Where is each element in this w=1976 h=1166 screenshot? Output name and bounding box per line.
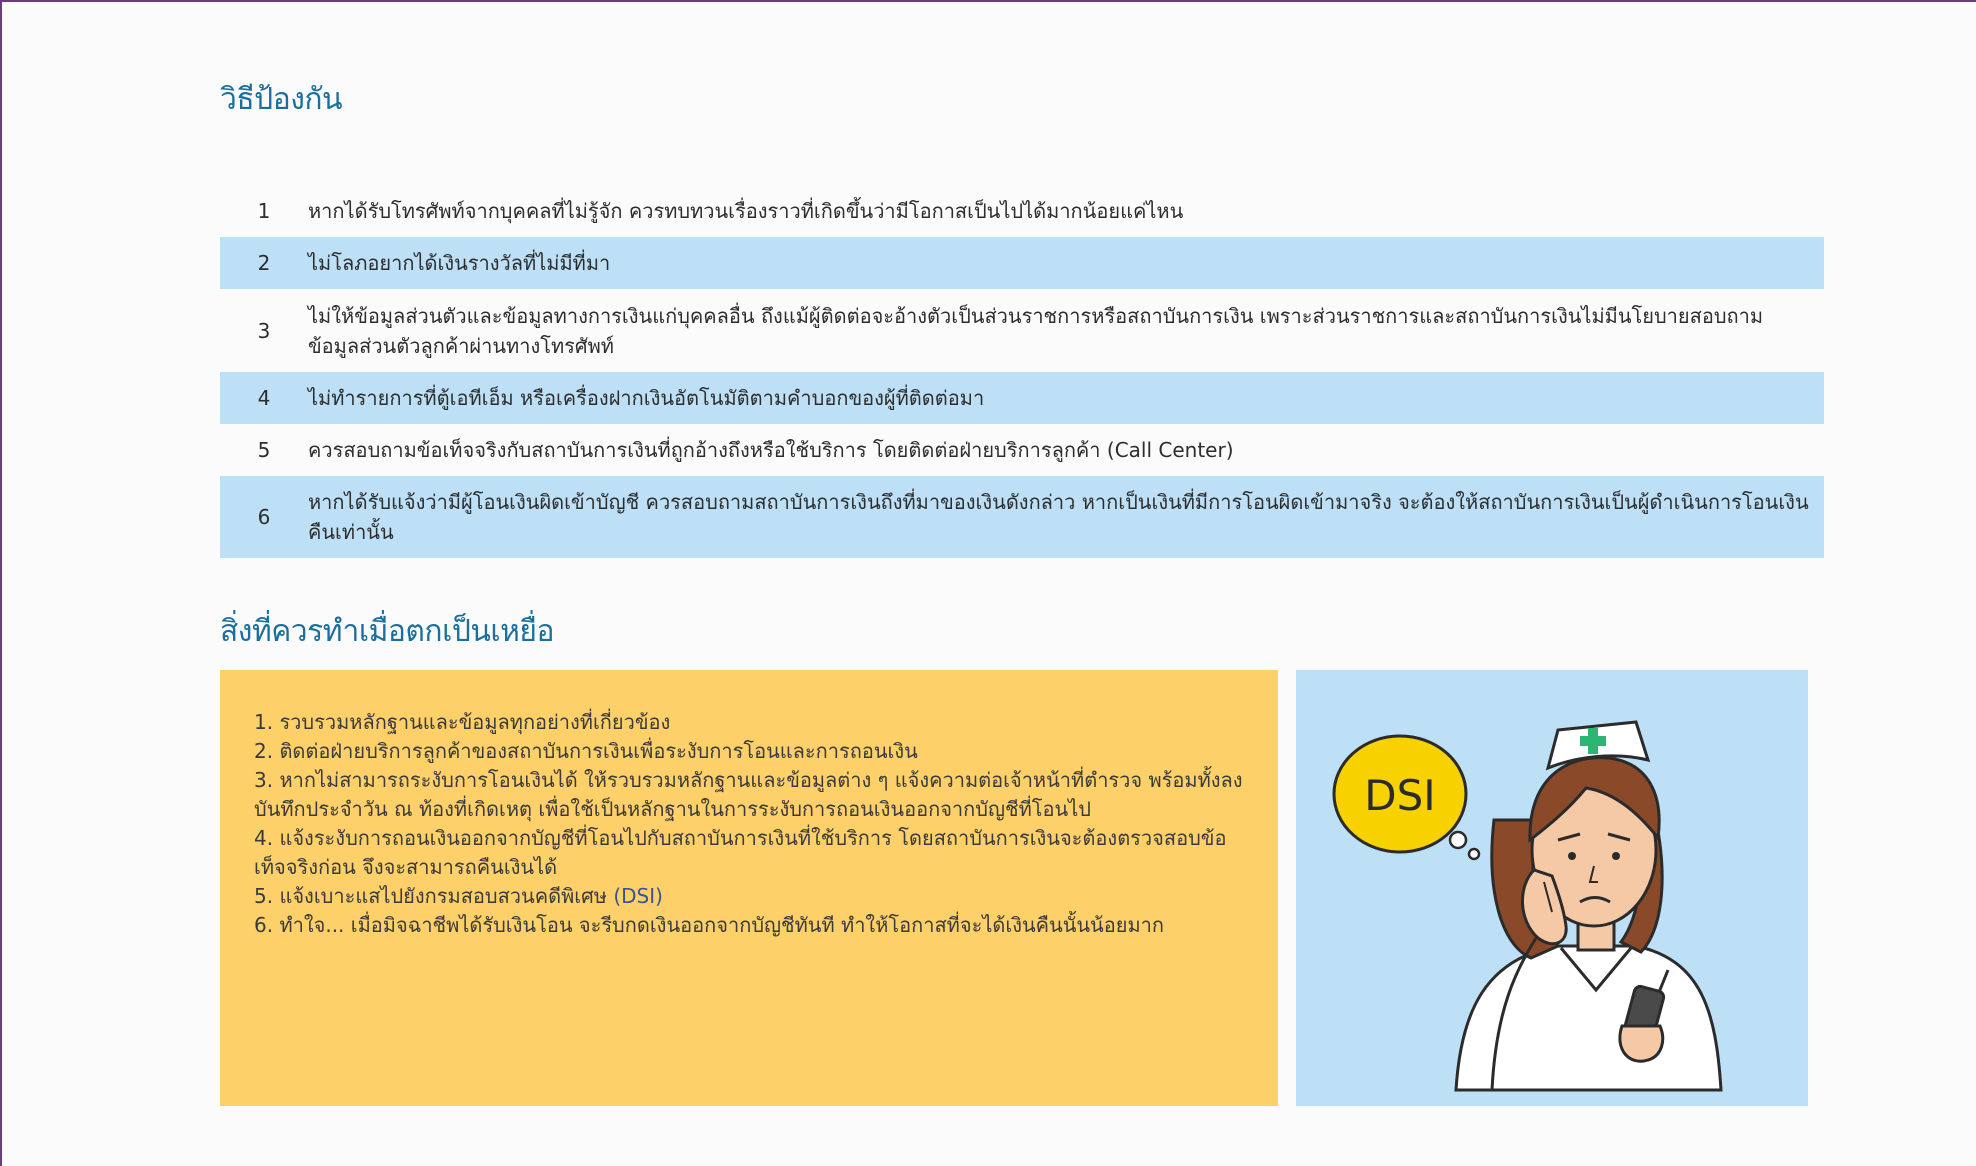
victim-step-text: 5. แจ้งเบาะแสไปยังกรมสอบสวนคดีพิเศษ	[254, 884, 607, 908]
victim-step: 4. แจ้งระงับการถอนเงินออกจากบัญชีที่โอนไปกับสถาบันการเงินที่ใช้บริการ โดยสถาบันการเงินจะต้องตรวจสอบข้อเท็จจริงก่อน จึงจะสามารถคืนเงินได้	[254, 826, 1227, 879]
victim-step: 1. รวบรวมหลักฐานและข้อมูลทุกอย่างที่เกี่ยวข้อง	[254, 710, 671, 734]
prevention-title: วิธีป้องกัน	[220, 82, 343, 117]
victim-step: 6. ทำใจ... เมื่อมิจฉาชีพได้รับเงินโอน จะรีบกดเงินออกจากบัญชีทันที ทำให้โอกาสที่จะได้เงินคืนนั้นน้อยมาก	[254, 913, 1164, 937]
victim-title: สิ่งที่ควรทำเมื่อตกเป็นเหยื่อ	[220, 614, 555, 649]
row-number: 2	[220, 237, 308, 289]
table-row	[220, 185, 1824, 237]
bubble-text: DSI	[1364, 771, 1436, 820]
dsi-abbreviation: (DSI)	[613, 884, 663, 908]
victim-step: 3. หากไม่สามารถระงับการโอนเงินได้ ให้รวบรวมหลักฐานและข้อมูลต่าง ๆ แจ้งความต่อเจ้าหน้าที่ตำรวจ พร้อมทั้งลงบันทึกประจำวัน ณ ท้องที่เกิดเหตุ เพื่อใช้เป็นหลักฐานในการระงับการถอนเงินออกจากบัญชีที่โอนไป	[254, 768, 1243, 821]
row-text: ไม่ให้ข้อมูลส่วนตัวและข้อมูลทางการเงินแก่บุคคลอื่น ถึงแม้ผู้ติดต่อจะอ้างตัวเป็นส่วนราชการหรือสถาบันการเงิน เพราะส่วนราชการและสถาบันการเงินไม่มีนโยบายสอบถามข้อมูลส่วนตัวลูกค้าผ่านทางโทรศัพท์	[308, 289, 1824, 372]
row-number: 1	[220, 185, 308, 237]
row-text: ควรสอบถามข้อเท็จจริงกับสถาบันการเงินที่ถูกอ้างถึงหรือใช้บริการ โดยติดต่อฝ่ายบริการลูกค้า (Call Center)	[308, 424, 1824, 476]
table-row	[220, 237, 1824, 289]
prevention-table	[220, 185, 1824, 558]
table-row	[220, 476, 1824, 558]
row-number: 6	[220, 476, 308, 558]
table-row	[220, 372, 1824, 424]
table-row	[220, 424, 1824, 476]
victim-step-dsi	[254, 882, 1248, 911]
victim-steps-box	[220, 670, 1278, 1106]
worried-nurse-illustration-icon	[1296, 670, 1808, 1106]
row-text: ไม่โลภอยากได้เงินรางวัลที่ไม่มีที่มา	[308, 237, 1824, 289]
victim-step: 2. ติดต่อฝ่ายบริการลูกค้าของสถาบันการเงินเพื่อระงับการโอนและการถอนเงิน	[254, 739, 918, 763]
row-number: 4	[220, 372, 308, 424]
row-text: หากได้รับโทรศัพท์จากบุคคลที่ไม่รู้จัก ควรทบทวนเรื่องราวที่เกิดขึ้นว่ามีโอกาสเป็นไปได้มากน้อยแค่ไหน	[308, 185, 1824, 237]
row-text: ไม่ทำรายการที่ตู้เอทีเอ็ม หรือเครื่องฝากเงินอัตโนมัติตามคำบอกของผู้ที่ติดต่อมา	[308, 372, 1824, 424]
row-text: หากได้รับแจ้งว่ามีผู้โอนเงินผิดเข้าบัญชี ควรสอบถามสถาบันการเงินถึงที่มาของเงินดังกล่าว หากเป็นเงินที่มีการโอนผิดเข้ามาจริง จะต้องให้สถาบันการเงินเป็นผู้ดำเนินการโอนเงินคืนเท่านั้น	[308, 476, 1824, 558]
table-row	[220, 289, 1824, 372]
nurse-illustration	[1296, 670, 1808, 1106]
row-number: 3	[220, 289, 308, 372]
row-number: 5	[220, 424, 308, 476]
